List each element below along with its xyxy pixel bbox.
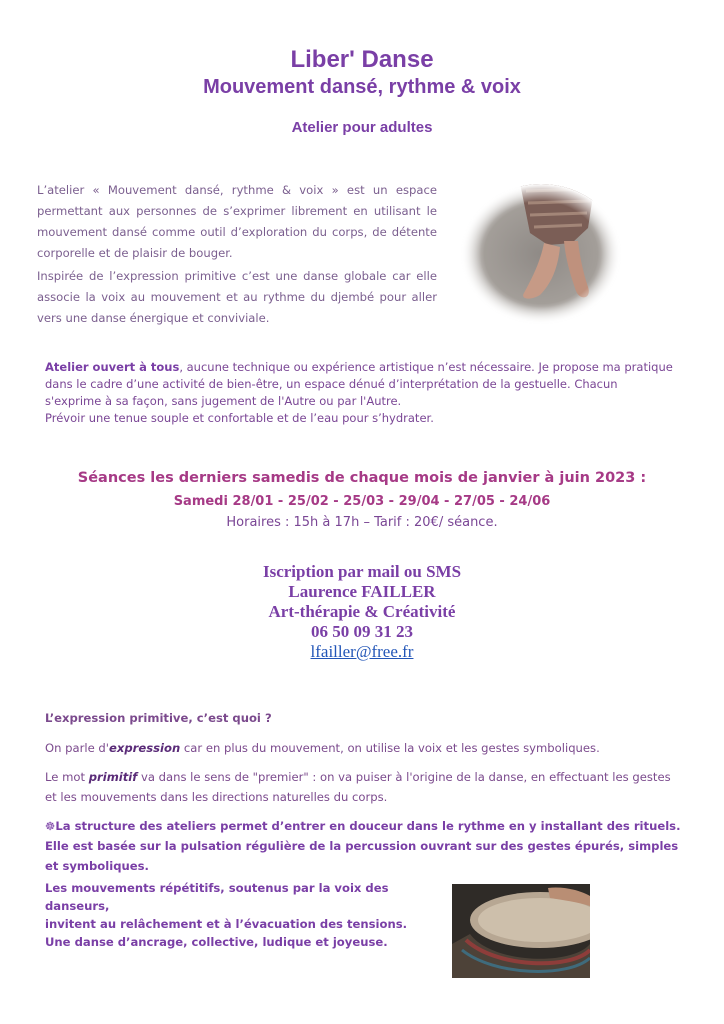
e1-pre: On parle d' [45,741,109,755]
e2-post: va dans le sens de "premier" : on va puiser à l'origine de la danse, en effectuant les gestes et les mouvements dans les directions naturelles du corps. [45,770,671,804]
sessions-dates: Samedi 28/01 - 25/02 - 25/03 - 29/04 - 27/05 - 24/06 [173,494,551,509]
open-rest: , aucune technique ou expérience artistique n’est nécessaire. Je propose ma pratique dans le cadre d’une activité de bien-être, un espace dénué d’interprétation de la gestuelle. Chacun s'exprime à sa façon, sans jugement de l'Autre ou par l'Autre. [45,360,673,408]
audience-label: Atelier pour adultes [291,119,433,136]
contact-activity: Art-thérapie & Créativité [268,602,456,621]
djembe-photo [452,884,590,978]
explanation-heading: L’expression primitive, c’est quoi ? [45,711,272,725]
open-line2: Prévoir une tenue souple et confortable et de l’eau pour s’hydrater. [45,411,434,425]
page-subtitle: Mouvement dansé, rythme & voix [203,76,521,98]
closing-line-1: Les mouvements répétitifs, soutenus par la voix des danseurs, [45,881,389,913]
e2-em: primitif [88,770,138,784]
contact-phone: 06 50 09 31 23 [311,622,413,641]
closing-line-3: Une danse d’ancrage, collective, ludique et joyeuse. [45,935,388,949]
sessions-hours: Horaires : 15h à 17h – Tarif : 20€/ séance. [226,515,498,530]
intro-paragraph-1: L’atelier « Mouvement dansé, rythme & voix » est un espace permettant aux personnes de s’exprimer librement en utilisant le mouvement dansé comme outil d’exploration du corps, de détente corporelle et de plaisir de bouger. [37,183,437,260]
e2-pre: Le mot [45,770,89,784]
contact-email-link[interactable]: lfailler@free.fr [310,642,414,661]
closing-line-2: invitent au relâchement et à l’évacuation des tensions. [45,917,408,931]
signup-info: Iscription par mail ou SMS [262,562,462,581]
e1-post: car en plus du mouvement, on utilise la voix et les gestes symboliques. [180,741,600,755]
closing-paragraph [45,879,435,951]
e1-em: expression [108,741,181,755]
intro-paragraph-2: Inspirée de l’expression primitive c’est une danse globale car elle associe la voix au mouvement et au rythme du djembé pour aller vers une danse énergique et conviviale. [37,269,437,325]
explanation-structure [45,816,685,876]
page-title: Liber' Danse [290,46,434,73]
contact-name: Laurence FAILLER [288,582,436,601]
dancer-feet-photo [460,183,622,325]
open-to-all-paragraph [45,359,675,427]
open-lead: Atelier ouvert à tous [45,360,180,374]
explanation-expression [45,738,685,758]
e3-text: La structure des ateliers permet d’entrer en douceur dans le rythme en y installant des rituels. Elle est basée sur la pulsation régulière de la percussion ouvrant sur des gestes épurés, simples et symboliques. [45,819,681,873]
explanation-primitive [45,767,685,807]
sessions-headline: Séances les derniers samedis de chaque mois de janvier à juin 2023 : [77,470,647,486]
wheel-icon: ☸ [45,819,56,833]
